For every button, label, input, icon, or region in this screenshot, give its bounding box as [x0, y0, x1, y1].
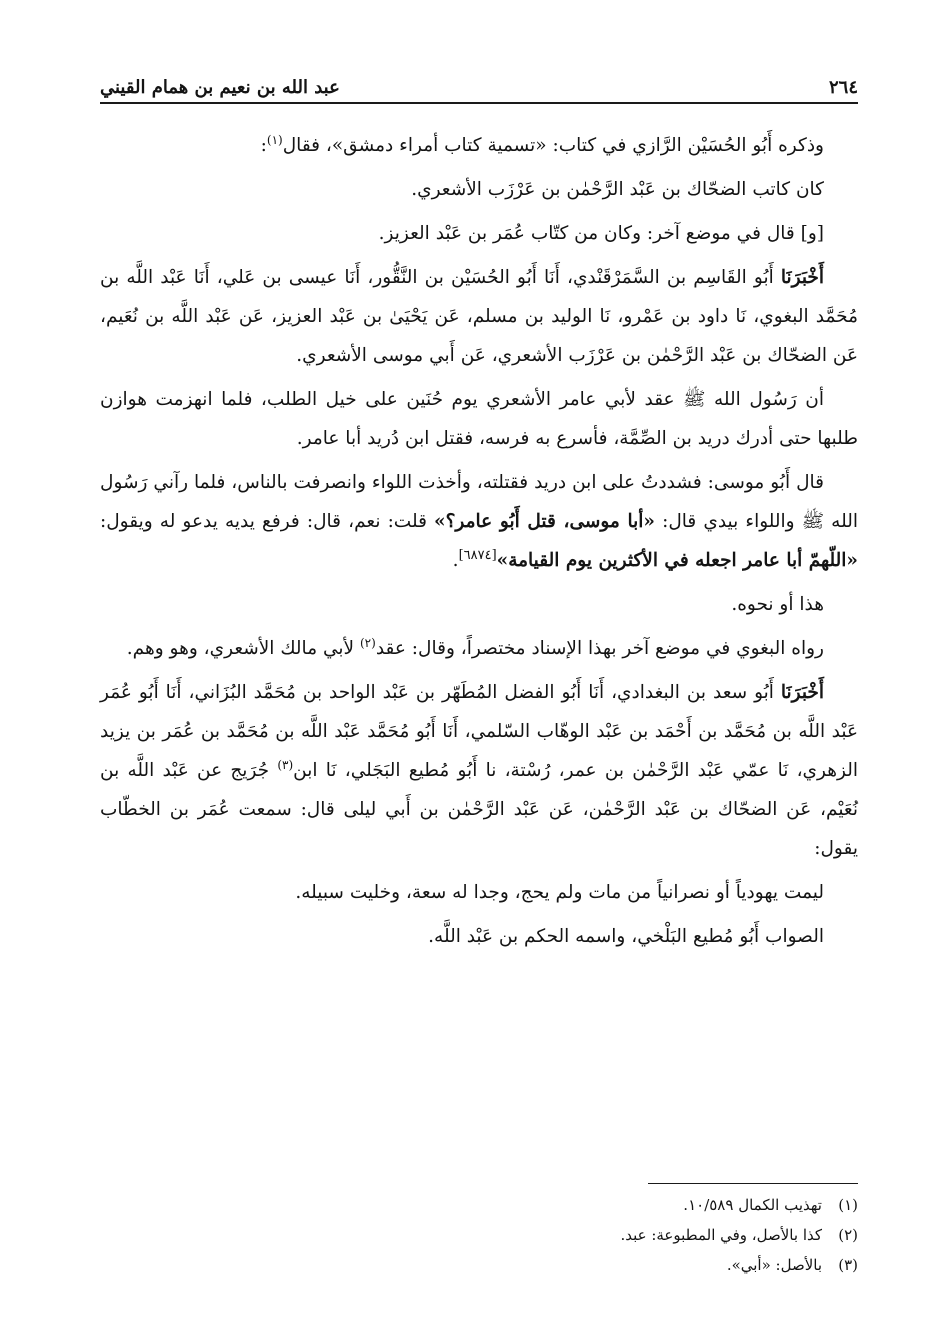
footnote-ref-2: (٢) [359, 635, 376, 650]
footnote-2-number: (٢) [838, 1226, 858, 1244]
paragraph-9-part-a: أَبُو سعد بن البغدادي، أَنَا أَبُو الفضل المُطَهّر بن عَبْد الواحد بن مُحَمَّد البُزَاني، أَنَا أَبُو عُمَر عَبْد اللَّه بن مُحَمَّد بن أَحْمَد بن عَبْد الوهّاب السّلمي، أَنَا أَبُو مُحَمَّد عَبْد اللَّه بن مُحَمَّد بن عُمَر بن يزيد الزهري، نَا عمّي عَبْد الرَّحْمٰن بن عمر، رُسْتة، نا أَبُو مُطيع البَجَلي، نَا ابن [100, 682, 858, 781]
akhbarana-lead: أَخْبَرَنَا [780, 267, 824, 288]
akhbarana-lead-2: أَخْبَرَنَا [780, 682, 824, 703]
paragraph-7: هذا أو نحوه. [731, 594, 824, 615]
footnote-2 [100, 1220, 858, 1250]
paragraph-6 [100, 463, 858, 580]
footnote-1 [100, 1190, 858, 1220]
main-text [100, 126, 858, 961]
paragraph-9 [100, 673, 858, 868]
paragraph-11: الصواب أَبُو مُطيع البَلْخي، واسمه الحكم بن عَبْد اللَّه. [428, 926, 824, 947]
paragraph-4 [100, 258, 858, 375]
footnote-ref-1: (١) [266, 132, 283, 147]
paragraph-9-part-b: جُرَيج عن عَبْد اللَّه بن نُعَيْم، عَن الضحّاك بن عَبْد الرَّحْمٰن، عَن عَبْد الرَّحْمٰن بن أَبي ليلى قال: سمعت عُمَر بن الخطّاب يقول: [100, 760, 858, 859]
paragraph-5: أن رَسُول الله ﷺ عقد لأبي عامر الأشعري يوم حُنَين على خيل الطلب، فلما انهزمت هوازن طلبها حتى أدرك دريد بن الصِّمَّة، فأسرع به فرسه، فقتل ابن دُريد أبا عامر. [100, 389, 858, 449]
footnote-3-text: بالأصل: «أبي». [726, 1256, 822, 1274]
footnote-3 [100, 1250, 858, 1280]
paragraph-8-part-b: لأبي مالك الأشعري، وهو وهم. [126, 638, 360, 659]
page-header [100, 58, 858, 104]
hadith-quote-1: «أبا موسى، قتل أَبُو عامر؟» [434, 511, 655, 532]
paragraph-4-text: أَبُو القَاسِم بن السَّمَرْقَنْدي، أَنَا أَبُو الحُسَيْن بن النَّقُّور، أَنَا عيسى بن عَلي، أَنَا عَبْد اللَّه بن مُحَمَّد البغوي، نَا داود بن عَمْرو، نَا الوليد بن مسلم، عَن يَحْيَىٰ بن عَبْد العزيز، عَن عَبْد اللَّه بن نُعَيم، عَن الضحّاك بن عَبْد الرَّحْمٰن بن عَرْزَب الأشعري، عَن أَبي موسى الأشعري. [100, 267, 858, 366]
paragraph-6-end: . [452, 550, 459, 571]
footnotes [100, 1190, 858, 1280]
page-number: ٢٦٤ [828, 77, 858, 98]
paragraph-3: [و] قال في موضع آخر: وكان من كتّاب عُمَر بن عَبْد العزيز. [378, 223, 824, 244]
paragraph-8 [100, 629, 858, 668]
footnote-3-number: (٣) [838, 1256, 858, 1274]
hadith-quote-2: «اللّهمّ أبا عامر اجعله في الأكثرين يوم القيامة» [496, 550, 858, 571]
footnote-2-text: كذا بالأصل، وفي المطبوعة: عبد. [620, 1226, 822, 1244]
footnote-1-text: تهذيب الكمال ١٠/٥٨٩. [683, 1196, 822, 1214]
footnote-ref-3: (٣) [277, 757, 294, 772]
paragraph-1 [100, 126, 858, 165]
hadith-number: [٦٨٧٤] [458, 547, 497, 563]
paragraph-1-tail: : [260, 135, 267, 156]
running-title: عبد الله بن نعيم بن همام القيني [100, 77, 340, 98]
paragraph-2: كان كاتب الضحّاك بن عَبْد الرَّحْمٰن بن عَرْزَب الأشعري. [411, 179, 824, 200]
paragraph-6-part-a: قال أَبُو موسى: فشددتُ على ابن دريد فقتلته، وأخذت اللواء وانصرفت بالناس، فلما رآني رَسُول الله ﷺ واللواء بيدي قال: [100, 472, 858, 532]
paragraph-6-part-b: قلت: نعم، قال: فرفع يديه يدعو له ويقول: [100, 511, 435, 532]
footnote-divider [648, 1183, 858, 1184]
paragraph-10: ليمت يهودياً أو نصرانياً من مات ولم يحج، وجدا له سعة، وخليت سبيله. [295, 882, 824, 903]
paragraph-1-text: وذكره أَبُو الحُسَيْن الرَّازي في كتاب: «تسمية كتاب أمراء دمشق»، فقال [282, 135, 824, 156]
paragraph-8-part-a: رواه البغوي في موضع آخر بهذا الإسناد مختصراً، وقال: عقد [375, 638, 824, 659]
footnote-1-number: (١) [838, 1196, 858, 1214]
